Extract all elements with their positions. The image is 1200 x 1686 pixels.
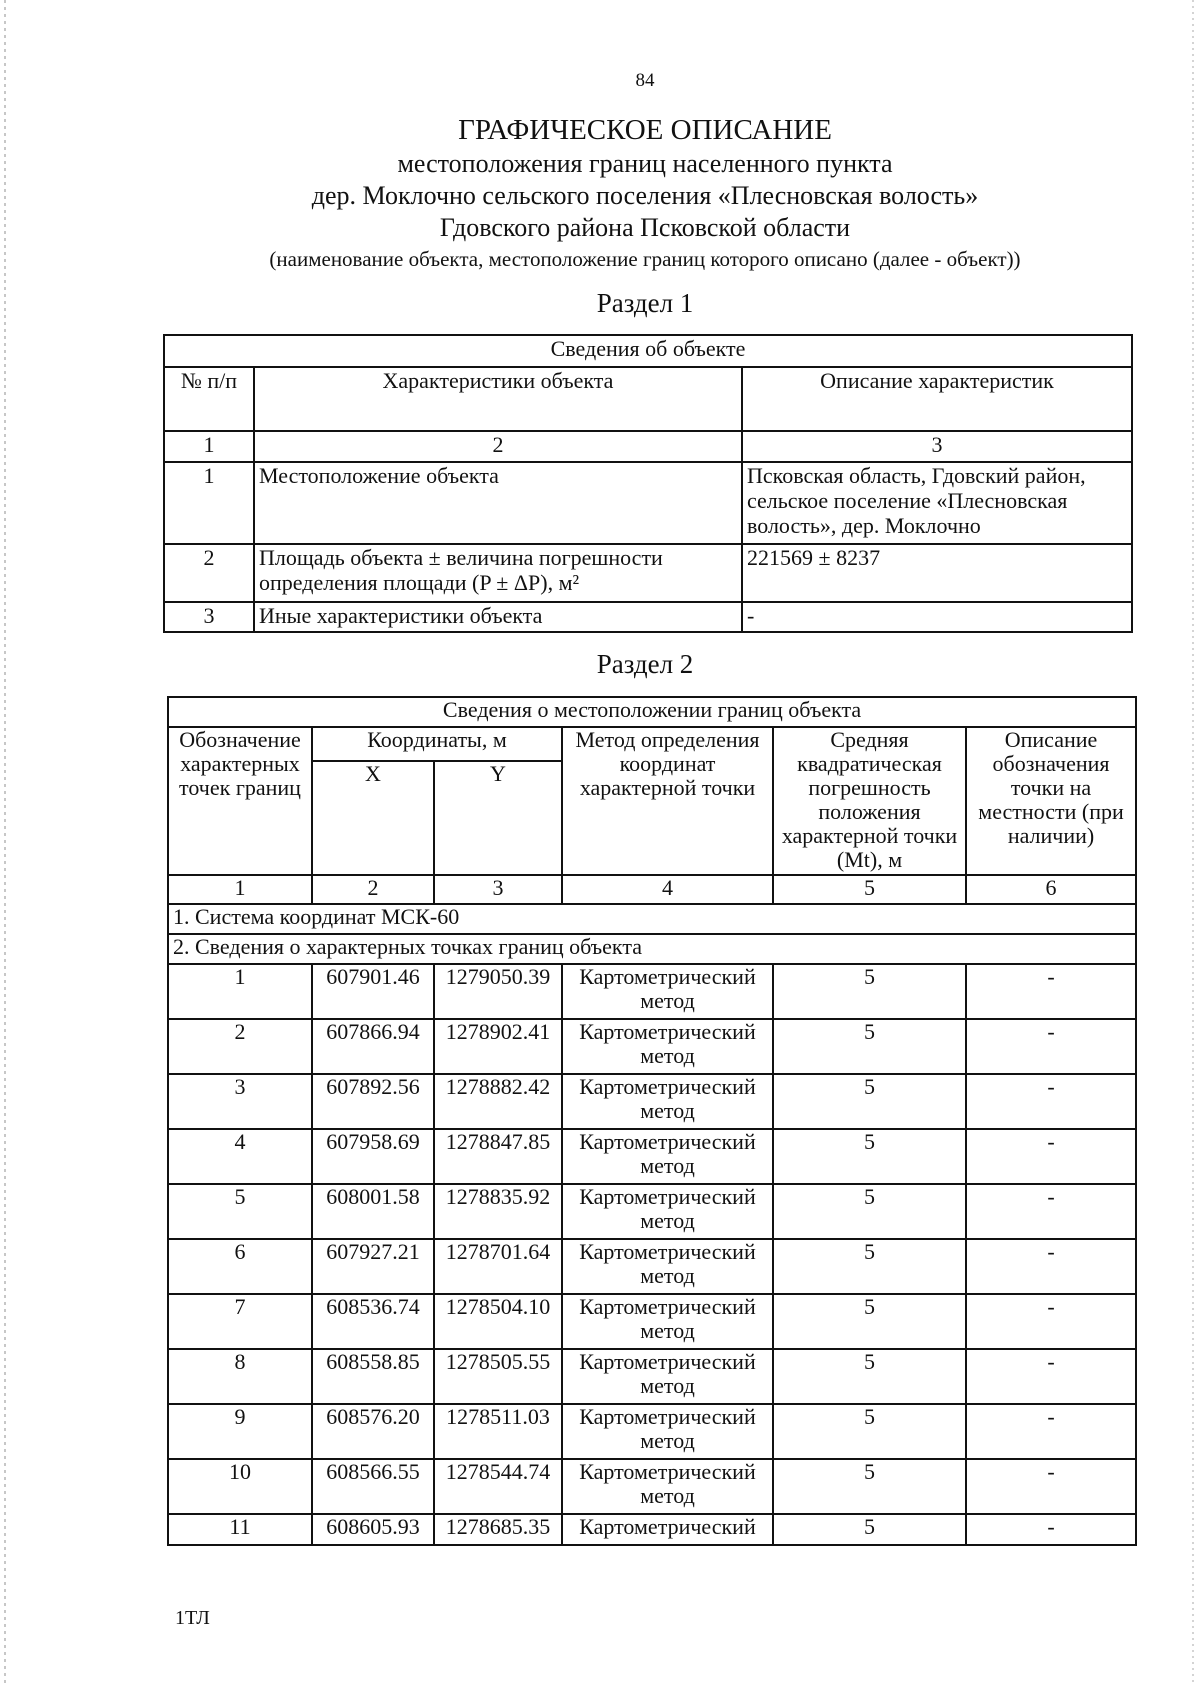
point-description: - <box>966 1514 1136 1545</box>
coord-y: 1278505.55 <box>434 1349 562 1404</box>
column-header: Характеристики объекта <box>254 367 742 431</box>
column-header: Y <box>434 761 562 875</box>
subtitle-line-3: Гдовского района Псковской области <box>439 213 851 242</box>
method: Картометрический метод <box>562 1129 773 1184</box>
column-header: Метод определения координат характерной точки <box>562 727 773 875</box>
coord-y: 1278685.35 <box>434 1514 562 1545</box>
row-number: 3 <box>164 602 254 632</box>
mt-error: 5 <box>773 1129 966 1184</box>
method: Картометрический метод <box>562 1019 773 1074</box>
coord-x: 607958.69 <box>312 1129 434 1184</box>
column-number: 3 <box>434 875 562 904</box>
document-title: ГРАФИЧЕСКОЕ ОПИСАНИЕ <box>458 114 832 146</box>
mt-error: 5 <box>773 1459 966 1514</box>
table-row <box>168 964 1136 1019</box>
point-description: - <box>966 1184 1136 1239</box>
object-info-table <box>163 334 1133 633</box>
row-number: 1 <box>164 462 254 544</box>
table-row <box>168 1019 1136 1074</box>
section-1-heading: Раздел 1 <box>596 288 694 318</box>
coord-y: 1278882.42 <box>434 1074 562 1129</box>
coord-y: 1278504.10 <box>434 1294 562 1349</box>
method: Картометрический метод <box>562 1074 773 1129</box>
point-id: 5 <box>168 1184 312 1239</box>
column-number: 2 <box>312 875 434 904</box>
point-description: - <box>966 1459 1136 1514</box>
column-header: Координаты, м <box>312 727 562 761</box>
point-id: 11 <box>168 1514 312 1545</box>
column-number: 1 <box>168 875 312 904</box>
characteristic-value: Псковская область, Гдовский район, сельское поселение «Плесновская волость», дер. Моклочно <box>742 462 1132 544</box>
section-2-heading: Раздел 2 <box>596 649 694 679</box>
coord-x: 608001.58 <box>312 1184 434 1239</box>
point-id: 7 <box>168 1294 312 1349</box>
point-description: - <box>966 1019 1136 1074</box>
document-title-block <box>0 112 1200 274</box>
mt-error: 5 <box>773 1404 966 1459</box>
method: Картометрический метод <box>562 1239 773 1294</box>
boundary-points-table <box>167 696 1137 1546</box>
method: Картометрический метод <box>562 1184 773 1239</box>
mt-error: 5 <box>773 1019 966 1074</box>
column-number: 1 <box>164 431 254 462</box>
coordinate-system-row: 1. Система координат МСК-60 <box>168 904 1136 934</box>
column-number: 5 <box>773 875 966 904</box>
row-number: 2 <box>164 544 254 602</box>
mt-error: 5 <box>773 1239 966 1294</box>
table-row <box>164 462 1132 544</box>
point-description: - <box>966 1404 1136 1459</box>
column-header: Обозначение характерных точек границ <box>168 727 312 875</box>
point-description: - <box>966 964 1136 1019</box>
table-row <box>164 544 1132 602</box>
point-id: 2 <box>168 1019 312 1074</box>
method: Картометрический метод <box>562 964 773 1019</box>
coord-x: 607901.46 <box>312 964 434 1019</box>
column-number: 4 <box>562 875 773 904</box>
table-row <box>168 1349 1136 1404</box>
coord-x: 608566.55 <box>312 1459 434 1514</box>
table-caption: Сведения об объекте <box>164 335 1132 367</box>
table-row <box>168 1404 1136 1459</box>
coord-y: 1278847.85 <box>434 1129 562 1184</box>
mt-error: 5 <box>773 1514 966 1545</box>
points-section-row: 2. Сведения о характерных точках границ объекта <box>168 934 1136 964</box>
mt-error: 5 <box>773 1294 966 1349</box>
coord-x: 608605.93 <box>312 1514 434 1545</box>
coord-y: 1278835.92 <box>434 1184 562 1239</box>
coord-y: 1278701.64 <box>434 1239 562 1294</box>
mt-error: 5 <box>773 1184 966 1239</box>
column-header: Описание характеристик <box>742 367 1132 431</box>
characteristic-value: - <box>742 602 1132 632</box>
footer-code: 1ТЛ <box>175 1607 210 1629</box>
point-id: 9 <box>168 1404 312 1459</box>
subtitle-note: (наименование объекта, местоположение границ которого описано (далее - объект)) <box>269 247 1021 271</box>
coord-y: 1278511.03 <box>434 1404 562 1459</box>
characteristic-name: Иные характеристики объекта <box>254 602 742 632</box>
point-description: - <box>966 1294 1136 1349</box>
method: Картометрический метод <box>562 1459 773 1514</box>
column-number: 3 <box>742 431 1132 462</box>
coord-y: 1279050.39 <box>434 964 562 1019</box>
column-header: Описание обозначения точки на местности (при наличии) <box>966 727 1136 875</box>
point-id: 8 <box>168 1349 312 1404</box>
table-row <box>164 602 1132 632</box>
mt-error: 5 <box>773 1074 966 1129</box>
method: Картометрический <box>562 1514 773 1545</box>
column-header: № п/п <box>164 367 254 431</box>
characteristic-name: Местоположение объекта <box>254 462 742 544</box>
coord-x: 608558.85 <box>312 1349 434 1404</box>
method: Картометрический метод <box>562 1349 773 1404</box>
point-id: 10 <box>168 1459 312 1514</box>
point-description: - <box>966 1074 1136 1129</box>
table-row <box>168 1239 1136 1294</box>
table-row <box>168 1129 1136 1184</box>
coord-x: 608576.20 <box>312 1404 434 1459</box>
point-id: 1 <box>168 964 312 1019</box>
column-number: 6 <box>966 875 1136 904</box>
table-row <box>168 1514 1136 1545</box>
table-row <box>168 1074 1136 1129</box>
column-header: Средняя квадратическая погрешность положения характерной точки (Mt), м <box>773 727 966 875</box>
table-row <box>168 1294 1136 1349</box>
point-id: 6 <box>168 1239 312 1294</box>
point-description: - <box>966 1239 1136 1294</box>
coord-y: 1278544.74 <box>434 1459 562 1514</box>
method: Картометрический метод <box>562 1294 773 1349</box>
mt-error: 5 <box>773 1349 966 1404</box>
characteristic-name: Площадь объекта ± величина погрешности определения площади (P ± ΔP), м² <box>254 544 742 602</box>
coord-x: 607927.21 <box>312 1239 434 1294</box>
column-number: 2 <box>254 431 742 462</box>
point-description: - <box>966 1349 1136 1404</box>
coord-x: 607866.94 <box>312 1019 434 1074</box>
coord-x: 607892.56 <box>312 1074 434 1129</box>
mt-error: 5 <box>773 964 966 1019</box>
point-id: 4 <box>168 1129 312 1184</box>
subtitle-line-2: дер. Моклочно сельского поселения «Плесновская волость» <box>311 181 979 210</box>
method: Картометрический метод <box>562 1404 773 1459</box>
coord-x: 608536.74 <box>312 1294 434 1349</box>
column-header: X <box>312 761 434 875</box>
table-row <box>168 1184 1136 1239</box>
page-number: 84 <box>635 70 655 91</box>
coord-y: 1278902.41 <box>434 1019 562 1074</box>
table-caption: Сведения о местоположении границ объекта <box>168 697 1136 727</box>
table-row <box>168 1459 1136 1514</box>
characteristic-value: 221569 ± 8237 <box>742 544 1132 602</box>
point-description: - <box>966 1129 1136 1184</box>
point-id: 3 <box>168 1074 312 1129</box>
subtitle-line-1: местоположения границ населенного пункта <box>397 149 893 178</box>
